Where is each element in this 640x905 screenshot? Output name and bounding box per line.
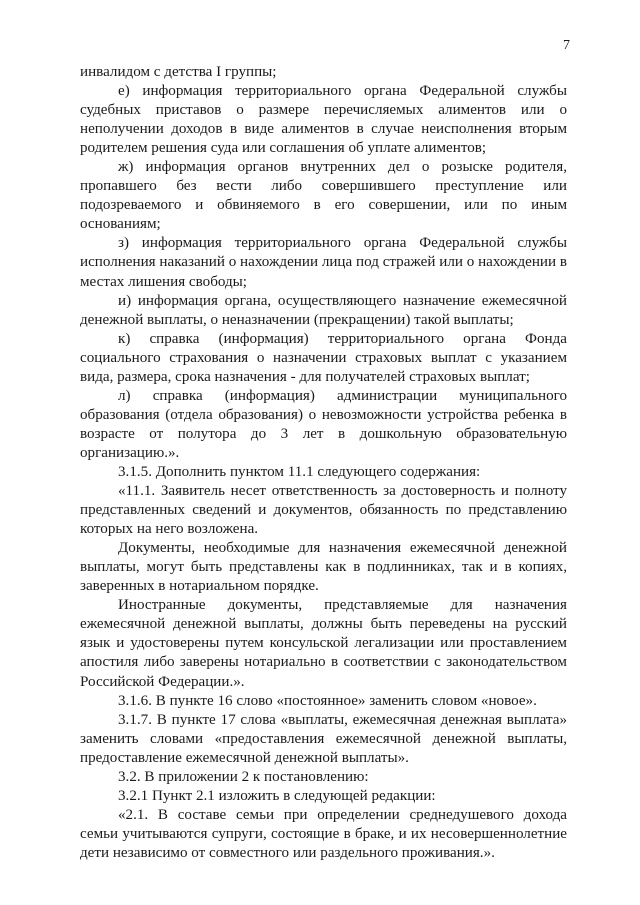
paragraph-3-1-7: 3.1.7. В пункте 17 слова «выплаты, ежемесячная денежная выплата» заменить словами «предоставления ежемесячной денежной выплаты, предоставление ежемесячной денежной выплаты». — [80, 711, 567, 766]
paragraph-continuation: инвалидом с детства I группы; — [80, 64, 277, 80]
page-number: 7 — [563, 38, 570, 53]
paragraph-foreign-documents: Иностранные документы, представляемые для назначения ежемесячной денежной выплаты, должны быть переведены на русский язык и удостоверены путем консульской легализации или проставлением апостиля либо заверены нотариально в соответствии с законодательством Российской Федерации.». — [80, 597, 567, 690]
paragraph-item-e: е) информация территориального органа Федеральной службы судебных приставов о размере перечисляемых алиментов или о неполучении доходов в виде алиментов в случае неисполнения вторым родителем решения суда или соглашения об уплате алиментов; — [80, 83, 567, 157]
paragraph-11-1: «11.1. Заявитель несет ответственность за достоверность и полноту представленных сведений и документов, обязанность по представлению которых на него возложена. — [80, 483, 567, 538]
paragraph-item-z: з) информация территориального органа Федеральной службы исполнения наказаний о нахождении лица под стражей или о нахождении в местах лишения свободы; — [80, 235, 567, 290]
paragraph-3-2: 3.2. В приложении 2 к постановлению: — [118, 768, 369, 785]
paragraph-item-k: к) справка (информация) территориального органа Фонда социального страхования о назначении страховых выплат с указанием вида, размера, срока назначения - для получателей страховых выплат; — [80, 330, 567, 385]
paragraph-documents: Документы, необходимые для назначения ежемесячной денежной выплаты, могут быть представлены как в подлинниках, так и в копиях, заверенных в нотариальном порядке. — [80, 540, 567, 595]
paragraph-item-i: и) информация органа, осуществляющего назначение ежемесячной денежной выплаты, о неназначении (прекращении) такой выплаты; — [80, 292, 567, 328]
paragraph-item-l: л) справка (информация) администрации муниципального образования (отдела образования) о невозможности устройства ребенка в возрасте от полутора до 3 лет в дошкольную образовательную организацию.». — [80, 387, 567, 461]
paragraph-3-1-6: 3.1.6. В пункте 16 слово «постоянное» заменить словом «новое». — [118, 692, 537, 709]
paragraph-item-zh: ж) информация органов внутренних дел о розыске родителя, пропавшего без вести либо совершившего преступление или подозреваемого и обвиняемого в его совершении, или по иным основаниям; — [80, 159, 567, 233]
paragraph-3-2-1: 3.2.1 Пункт 2.1 изложить в следующей редакции: — [118, 787, 436, 804]
paragraph-3-1-5: 3.1.5. Дополнить пунктом 11.1 следующего содержания: — [118, 463, 481, 480]
paragraph-2-1: «2.1. В составе семьи при определении среднедушевого дохода семьи учитываются супруги, состоящие в браке, и их несовершеннолетние дети независимо от совместного или раздельного проживания.». — [80, 806, 567, 861]
document-body — [80, 63, 567, 863]
